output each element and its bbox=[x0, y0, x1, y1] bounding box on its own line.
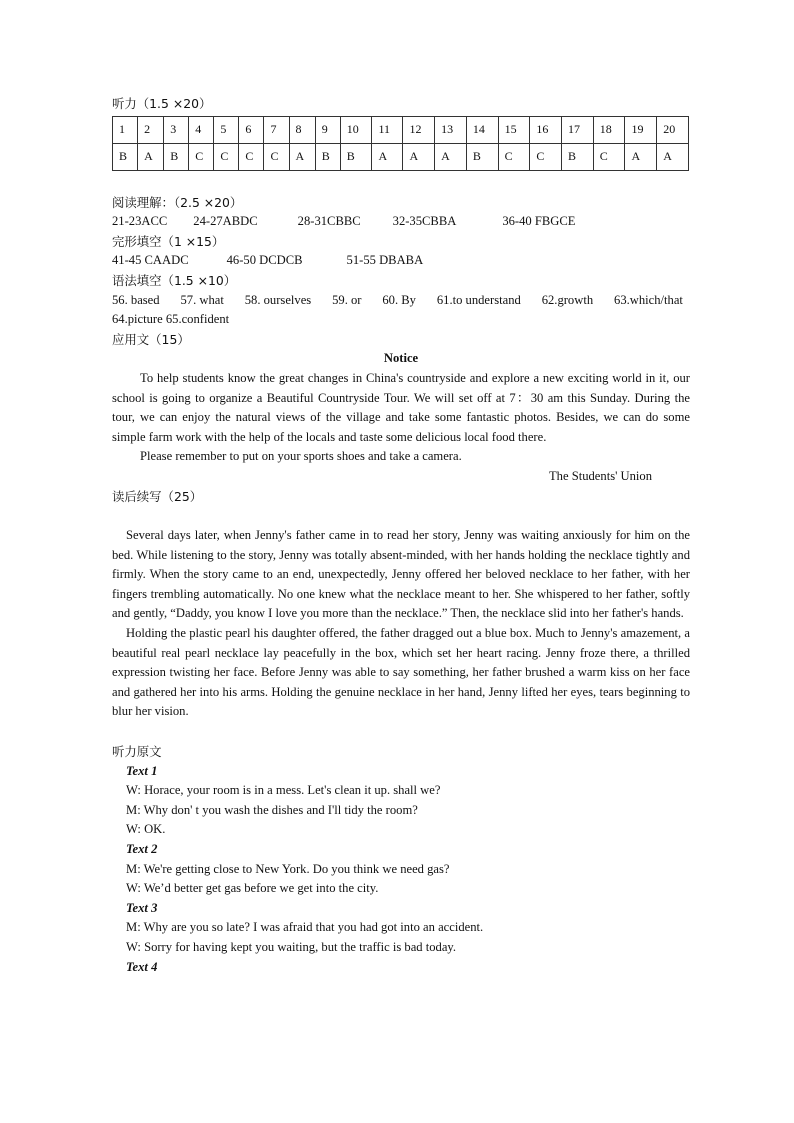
question-number-cell: 12 bbox=[403, 116, 435, 143]
answer-key-page bbox=[112, 94, 690, 977]
grammar-answer: 59. or bbox=[332, 292, 362, 307]
question-number-cell: 18 bbox=[593, 116, 625, 143]
question-number-cell: 14 bbox=[466, 116, 498, 143]
question-number-cell: 19 bbox=[625, 116, 657, 143]
cloze-answer: 41-45 CAADC bbox=[112, 253, 189, 268]
reading-answer: 28-31CBBC bbox=[297, 214, 361, 229]
cloze-answers bbox=[112, 251, 690, 271]
continuation-story bbox=[112, 526, 690, 722]
grammar-answer: 60. By bbox=[382, 292, 416, 307]
transcript-text-title: Text 3 bbox=[126, 900, 158, 915]
answer-cell: C bbox=[189, 143, 214, 170]
question-number-cell: 8 bbox=[289, 116, 315, 143]
transcript-text-title: Text 4 bbox=[126, 959, 158, 974]
grammar-answer: 56. based bbox=[112, 292, 160, 307]
question-number-cell: 5 bbox=[214, 116, 239, 143]
question-number-cell: 11 bbox=[372, 116, 403, 143]
question-number-cell: 15 bbox=[498, 116, 530, 143]
answer-cell: A bbox=[403, 143, 435, 170]
grammar-answer: 62.growth bbox=[541, 292, 594, 307]
question-number-cell: 4 bbox=[189, 116, 214, 143]
cloze-answer: 46-50 DCDCB bbox=[226, 253, 303, 268]
cloze-answer: 51-55 DBABA bbox=[346, 253, 424, 268]
reading-answer: 32-35CBBA bbox=[392, 214, 457, 229]
question-number-cell: 17 bbox=[562, 116, 594, 143]
question-number-cell: 9 bbox=[315, 116, 340, 143]
reading-answers bbox=[112, 212, 690, 232]
answer-cell: A bbox=[138, 143, 164, 170]
writing-header: 应用文（15） bbox=[112, 331, 190, 347]
listening-header: 听力（1.5 ×20） bbox=[112, 96, 212, 111]
reading-answer: 24-27ABDC bbox=[193, 214, 258, 229]
answer-cell: B bbox=[562, 143, 594, 170]
dialogue-line: M: Why don' t you wash the dishes and I'll tidy the room? bbox=[126, 802, 418, 817]
notice-paragraph: To help students know the great changes in China's countryside and explore a new exciting world in it, our school is going to organize a Beautiful Countryside Tour. We will set off at 7：30 am this Sunday. During the tour, we can enjoy the natural views of the village and take some fantastic photos. Besides, we can do some simple farm work with the help of the locals and taste some delicious local food there. bbox=[112, 370, 690, 444]
answer-cell: A bbox=[372, 143, 403, 170]
grammar-answer: 58. ourselves bbox=[244, 292, 312, 307]
dialogue-line: W: Horace, your room is in a mess. Let's clean it up. shall we? bbox=[126, 783, 441, 798]
answer-cell: A bbox=[657, 143, 689, 170]
question-number-cell: 10 bbox=[340, 116, 372, 143]
grammar-answers-line1 bbox=[112, 291, 683, 311]
story-paragraph: Holding the plastic pearl his daughter offered, the father dragged out a blue box. Much to Jenny's amazement, a beautiful real pearl necklace lay peacefully in the box, which set her heart racing. Jenny froze there, a thrilled expression twisting her face. Before Jenny was able to say something, her father brushed a warm kiss on her face and gathered her into his arms. Holding the genuine necklace in her hand, Jenny lifted her eyes, tears beginning to blur her vision. bbox=[112, 626, 690, 719]
question-number-cell: 20 bbox=[657, 116, 689, 143]
transcript bbox=[112, 762, 690, 978]
dialogue-line: M: We're getting close to New York. Do you think we need gas? bbox=[126, 861, 450, 876]
answer-cell: C bbox=[498, 143, 530, 170]
question-number-cell: 3 bbox=[164, 116, 189, 143]
reading-header: 阅读理解：（2.5 ×20） bbox=[112, 194, 243, 210]
continuation-header: 读后续写（25） bbox=[112, 488, 203, 504]
question-number-cell: 13 bbox=[435, 116, 467, 143]
dialogue-line: W: OK. bbox=[126, 822, 166, 837]
question-number-cell: 7 bbox=[264, 116, 289, 143]
question-number-cell: 2 bbox=[138, 116, 164, 143]
transcript-text-title: Text 1 bbox=[126, 763, 158, 778]
grammar-answer: 57. what bbox=[180, 292, 224, 307]
grammar-answers-line2: 64.picture 65.confident bbox=[112, 312, 230, 327]
dialogue-line: W: Sorry for having kept you waiting, but the traffic is bad today. bbox=[126, 939, 457, 954]
answer-cell: C bbox=[530, 143, 562, 170]
answer-cell: C bbox=[593, 143, 625, 170]
notice-title: Notice bbox=[383, 351, 419, 366]
answer-cell: B bbox=[340, 143, 372, 170]
question-number-cell: 16 bbox=[530, 116, 562, 143]
grammar-header: 语法填空（1.5 ×10） bbox=[112, 272, 237, 288]
transcript-text-title: Text 2 bbox=[126, 842, 158, 856]
answer-cell: B bbox=[164, 143, 189, 170]
cloze-header: 完形填空（1 ×15） bbox=[112, 233, 225, 249]
reading-answer: 36-40 FBGCE bbox=[502, 214, 576, 229]
dialogue-line: M: Why are you so late? I was afraid that you had got into an accident. bbox=[126, 920, 484, 935]
question-number-cell: 6 bbox=[239, 116, 264, 143]
listening-answer-table bbox=[112, 116, 689, 171]
answer-cell: B bbox=[466, 143, 498, 170]
answer-cell: C bbox=[239, 143, 264, 170]
answer-cell: A bbox=[625, 143, 657, 170]
notice-paragraph: Please remember to put on your sports shoes and take a camera. bbox=[140, 449, 462, 464]
reading-answer: 21-23ACC bbox=[112, 214, 168, 229]
answer-cell: A bbox=[435, 143, 467, 170]
question-number-row bbox=[113, 116, 689, 143]
grammar-answer: 63.which/that bbox=[614, 292, 683, 307]
answer-cell: A bbox=[289, 143, 315, 170]
transcript-header: 听力原文 bbox=[112, 744, 162, 760]
question-number-cell: 1 bbox=[113, 116, 138, 143]
story-paragraph: Several days later, when Jenny's father came in to read her story, Jenny was waiting anxiously for him on the bed. While listening to the story, Jenny was totally absent-minded, with her hands holding the necklace tightly and firmly. When the story came to an end, unexpectedly, Jenny offered her beloved necklace to her father, with her fingers trembling automatically. No one knew what the necklace meant to her. She whispered to her father, softly and gently, “Daddy, you know I love you more than the necklace.” Then, the necklace slid into her father's hands. bbox=[112, 528, 690, 621]
answer-cell: C bbox=[264, 143, 289, 170]
dialogue-line: W: We’d better get gas before we get into the city. bbox=[126, 881, 379, 896]
notice-signature: The Students' Union bbox=[548, 468, 652, 483]
answer-cell: C bbox=[214, 143, 239, 170]
answer-cell: B bbox=[315, 143, 340, 170]
answer-cell: B bbox=[113, 143, 138, 170]
answer-row bbox=[113, 143, 689, 170]
grammar-answer: 61.to understand bbox=[436, 292, 521, 307]
